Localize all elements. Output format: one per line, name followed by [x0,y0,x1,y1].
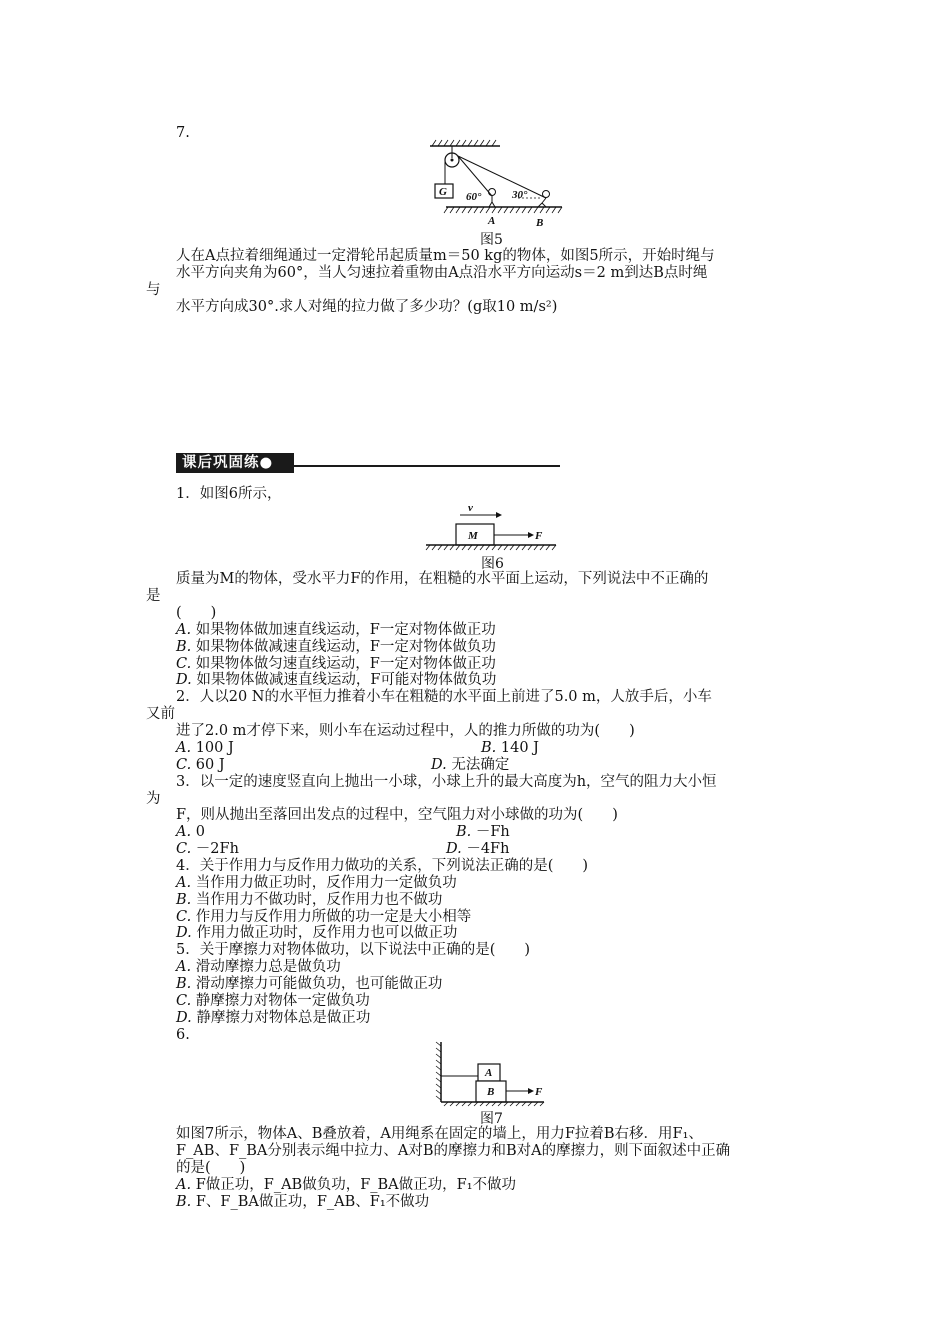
question-1-option-d: D. 如果物体做减速直线运动，F可能对物体做负功 [176,672,497,688]
question-7-wrap-char: 与 [146,282,161,298]
figure-6-block-diagram [424,502,564,548]
question-7-line-2: 水平方向夹角为60°，当人匀速拉着重物由A点沿水平方向运动s＝2 m到达B点时绳 [176,265,708,281]
question-4-option-c: C. 作用力与反作用力所做的功一定是大小相等 [176,909,472,925]
question-2-option-a: A. 100 J [176,740,234,756]
figure-5-caption: 图5 [480,232,503,248]
question-3-stem-2: F，则从抛出至落回出发点的过程中，空气阻力对小球做的功为( ) [176,807,618,823]
figure-6-label-m: M [468,530,478,542]
figure-7-caption: 图7 [480,1111,503,1127]
figure-5-person-a [489,189,496,208]
question-3-option-b: B. －Fh [456,824,510,840]
figure-5-pulley-diagram [430,140,570,230]
section-title: 课后巩固练● [176,453,294,473]
question-1-stem: 质量为M的物体，受水平力F的作用，在粗糙的水平面上运动，下列说法中不正确的 [176,571,709,587]
figure-6-caption: 图6 [481,556,504,572]
question-6-stem-2: F_AB、F_BA分别表示绳中拉力、A对B的摩擦力和B对A的摩擦力，则下面叙述中正确 [176,1143,731,1159]
question-3-option-d: D. －4Fh [446,841,510,857]
figure-5-label-g: G [439,186,447,198]
question-2-option-d: D. 无法确定 [431,757,510,773]
question-4-option-b: B. 当作用力不做功时，反作用力也不做功 [176,892,443,908]
figure-7-stacked-blocks-diagram [432,1040,552,1106]
question-1-intro: 1．如图6所示， [176,486,282,502]
question-4-option-a: A. 当作用力做正功时，反作用力一定做负功 [176,875,457,891]
question-6-stem-3: 的是( ) [176,1160,246,1176]
question-3-option-c: C. －2Fh [176,841,239,857]
figure-5-label-30: 30° [512,189,528,201]
question-5-stem: 5．关于摩擦力对物体做功，以下说法中正确的是( ) [176,942,531,958]
figure-7-label-f: F [535,1086,543,1098]
question-7-number: 7. [176,125,190,141]
question-1-option-b: B. 如果物体做减速直线运动，F一定对物体做负功 [176,639,496,655]
question-5-option-b: B. 滑动摩擦力可能做负功，也可能做正功 [176,976,443,992]
question-2-option-c: C. 60 J [176,757,225,773]
question-2-stem-2: 进了2.0 m才停下来，则小车在运动过程中，人的推力所做的功为( ) [176,723,635,739]
question-4-option-d: D. 作用力做正功时，反作用力也可以做正功 [176,925,458,941]
question-1-option-a: A. 如果物体做加速直线运动，F一定对物体做正功 [176,622,496,638]
figure-7-label-b: B [487,1086,495,1098]
section-rule [294,465,560,467]
question-5-option-d: D. 静摩擦力对物体总是做正功 [176,1010,371,1026]
question-2-wrap-char: 又前 [146,706,175,722]
question-2-stem-1: 2．人以20 N的水平恒力推着小车在粗糙的水平面上前进了5.0 m，人放手后，小车 [176,689,712,705]
question-3-option-a: A. 0 [176,824,205,840]
question-5-option-a: A. 滑动摩擦力总是做负功 [176,959,341,975]
question-6-stem-1: 如图7所示，物体A、B叠放着，A用绳系在固定的墙上，用力F拉着B右移．用F₁、 [176,1126,703,1142]
question-1-blank: ( ) [176,605,217,621]
question-5-option-c: C. 静摩擦力对物体一定做负功 [176,993,370,1009]
question-6-option-b: B. F、F_BA做正功，F_AB、F₁不做功 [176,1194,430,1210]
figure-5-label-a: A [488,215,496,227]
question-6-option-a: A. F做正功，F_AB做负功，F_BA做正功，F₁不做功 [176,1177,517,1193]
question-3-wrap-char: 为 [146,791,161,807]
question-7-line-3: 水平方向成30°.求人对绳的拉力做了多少功？(g取10 m/s²) [176,299,558,315]
question-7-line-1: 人在A点拉着细绳通过一定滑轮吊起质量m＝50 kg的物体，如图5所示，开始时绳与 [176,248,715,264]
section-banner [176,453,560,475]
figure-6-label-v: v [468,502,473,514]
question-1-option-c: C. 如果物体做匀速直线运动，F一定对物体做正功 [176,656,496,672]
figure-6-label-f: F [535,530,543,542]
question-4-stem: 4．关于作用力与反作用力做功的关系，下列说法正确的是( ) [176,858,589,874]
question-1-wrap-char: 是 [146,588,161,604]
figure-7-label-a: A [485,1067,493,1079]
question-2-option-b: B. 140 J [481,740,539,756]
question-6-number: 6. [176,1027,190,1043]
figure-5-person-b [538,191,550,208]
figure-5-label-b: B [536,217,544,229]
question-3-stem-1: 3．以一定的速度竖直向上抛出一小球，小球上升的最大高度为h，空气的阻力大小恒 [176,774,717,790]
figure-5-label-60: 60° [466,191,482,203]
